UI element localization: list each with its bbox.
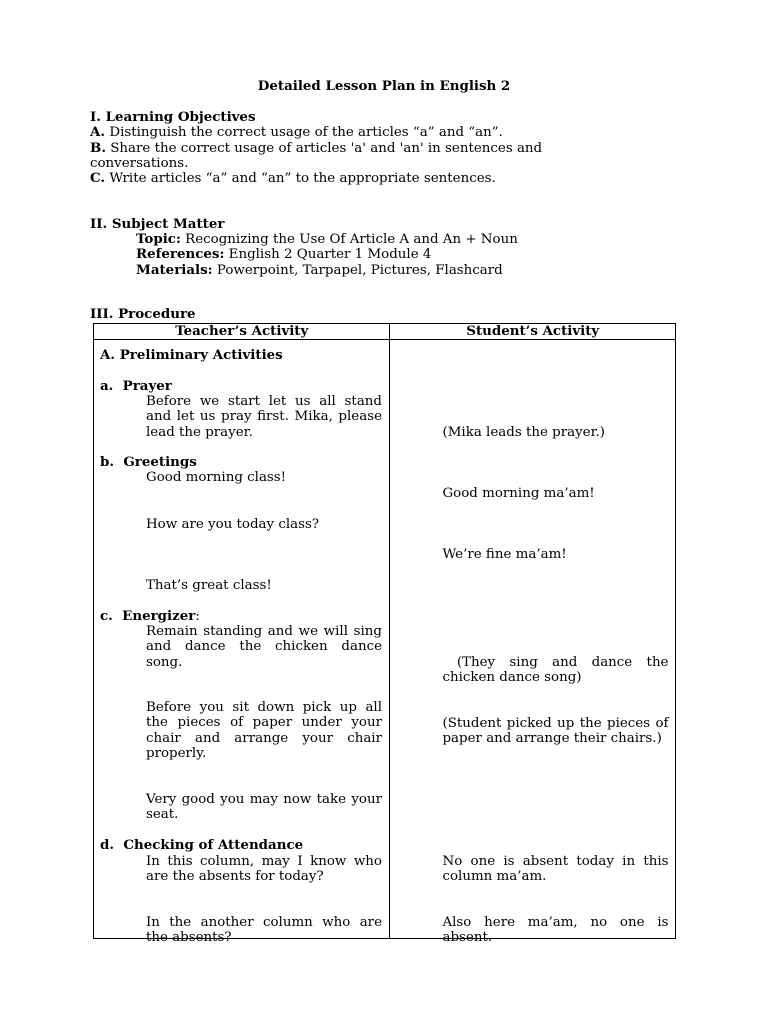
attendance-response: No one is absent today in this column ma’am. [442, 854, 669, 885]
prayer-letter: a. [100, 378, 114, 394]
objective-c-text: Write articles “a” and “an” to the appropriate sentences. [109, 171, 496, 186]
topic-label: Topic: [136, 231, 181, 247]
materials-value: Powerpoint, Tarpapel, Pictures, Flashcard [216, 263, 503, 278]
objectives-heading: I. Learning Objectives [90, 109, 256, 125]
materials-line [136, 263, 503, 278]
attendance-response-2: Also here ma’am, no one is absent. [442, 915, 669, 946]
objective-a-text: Distinguish the correct usage of the articles “a” and “an”. [109, 125, 503, 140]
energizer-response-2: (Student picked up the pieces of paper and arrange their chairs.) [442, 716, 669, 747]
references-label: References: [136, 246, 225, 262]
energizer-instruction-3: Very good you may now take your seat. [146, 792, 382, 823]
greeting-response-2: We’re fine ma’am! [442, 547, 567, 562]
energizer-instruction: Remain standing and we will sing and dance the chicken dance song. [146, 624, 382, 670]
attendance-question: In this column, may I know who are the absents for today? [146, 854, 382, 885]
procedure-table [93, 323, 676, 946]
greeting-line-2: How are you today class? [146, 517, 320, 532]
subject-matter-heading: II. Subject Matter [90, 216, 225, 232]
attendance-question-2: In the another column who are the absents? [146, 915, 382, 946]
table-header-row [94, 324, 676, 340]
objective-b-continued: conversations. [90, 156, 189, 171]
greetings-title: Greetings [123, 454, 197, 470]
prayer-instruction: Before we start let us all stand and let us pray first. Mika, please lead the prayer. [146, 394, 382, 440]
page-title: Detailed Lesson Plan in English 2 [257, 78, 511, 94]
energizer-heading [100, 609, 200, 624]
topic-value: Recognizing the Use Of Article A and An + Noun [185, 232, 518, 247]
preliminary-activities-heading: A. Preliminary Activities [100, 347, 283, 363]
energizer-letter: c. [100, 608, 113, 624]
greetings-heading [100, 455, 197, 470]
attendance-heading [100, 838, 303, 853]
prayer-title: Prayer [122, 378, 172, 394]
objective-c-letter: C. [90, 170, 106, 186]
objective-b-letter: B. [90, 140, 106, 156]
objective-c [90, 171, 496, 186]
energizer-instruction-2: Before you sit down pick up all the pieces of paper under your chair and arrange your chair properly. [146, 700, 382, 761]
greeting-line-3: That’s great class! [146, 578, 272, 593]
procedure-heading: III. Procedure [90, 306, 196, 322]
energizer-colon: : [195, 609, 200, 624]
table-row [94, 340, 676, 939]
energizer-response: (They sing and dance the chicken dance song) [442, 655, 673, 686]
topic-line [136, 232, 518, 247]
references-line [136, 247, 431, 262]
attendance-letter: d. [100, 837, 115, 853]
student-activity-cell [390, 340, 676, 946]
objective-a [90, 125, 503, 140]
attendance-title: Checking of Attendance [123, 837, 304, 853]
greeting-line-1: Good morning class! [146, 470, 287, 485]
objective-a-letter: A. [90, 124, 106, 140]
greetings-letter: b. [100, 454, 115, 470]
materials-label: Materials: [136, 262, 213, 278]
greeting-response-1: Good morning ma’am! [442, 486, 595, 501]
prayer-response: (Mika leads the prayer.) [442, 425, 605, 440]
student-column-header: Student’s Activity [390, 324, 676, 340]
energizer-title: Energizer [122, 608, 196, 624]
objective-b-text: Share the correct usage of articles 'a' and 'an' in sentences and [110, 141, 543, 156]
prayer-heading [100, 379, 172, 394]
references-value: English 2 Quarter 1 Module 4 [228, 247, 432, 262]
teacher-activity-cell [94, 340, 390, 946]
teacher-column-header: Teacher’s Activity [94, 324, 390, 340]
objective-b [90, 141, 542, 156]
